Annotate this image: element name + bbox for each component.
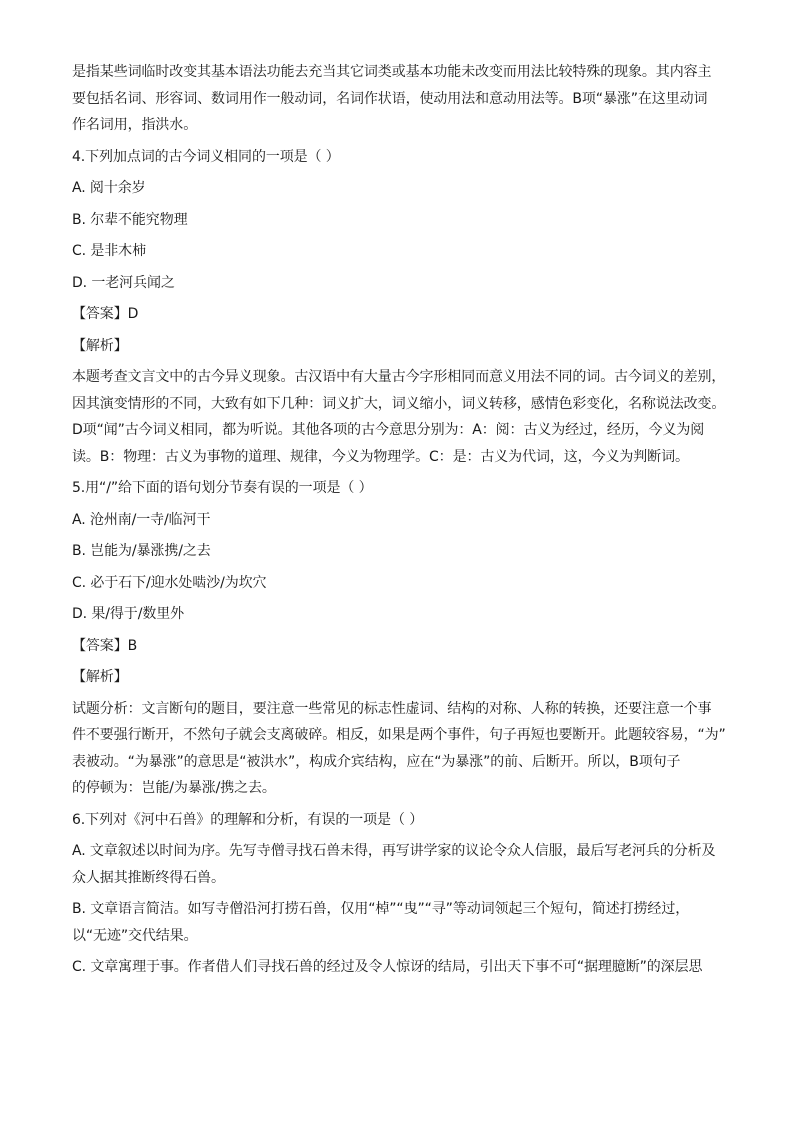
q4-analysis-label: 【解析】 <box>72 337 128 354</box>
q5-option-b: B. 岂能为/暴涨携/之去 <box>72 543 211 559</box>
q5-answer: 【答案】B <box>72 637 138 654</box>
q5-analysis-line-3: 表被动。“为暴涨”的意思是“被洪水”，构成介宾结构，应在“为暴涨”的前、后断开。所以，B项句子 <box>72 753 681 770</box>
q4-stem: 4.下列加点词的古今词义相同的一项是（ ） <box>72 148 340 165</box>
q5-analysis-label: 【解析】 <box>72 669 128 685</box>
q5-stem: 5.用“/”给下面的语句划分节奏有误的一项是（ ） <box>72 480 373 496</box>
q5-analysis-line-2: 件不要强行断开，不然句子就会支离破碎。相反，如果是两个事件，句子再短也要断开。此题较容易，“为” <box>72 727 726 743</box>
q4-answer: 【答案】D <box>72 306 139 322</box>
q5-option-c: C. 必于石下/迎水处啮沙/为坎穴 <box>72 574 267 591</box>
q4-analysis-line-4: 读。B：物理：古义为事物的道理、规律，今义为物理学。C：是：古义为代词，这，今义为判断词。 <box>72 448 689 465</box>
q5-option-a: A. 沧州南/一寺/临河干 <box>72 511 211 528</box>
q4-option-a: A. 阅十余岁 <box>72 180 146 196</box>
q6-option-c-line-1: C. 文章寓理于事。作者借人们寻找石兽的经过及令人惊讶的结局，引出天下事不可“据理臆断”的深层思 <box>72 959 703 975</box>
q4-analysis-line-1: 本题考查文言文中的古今异义现象。古汉语中有大量古今字形相同而意义用法不同的词。古今词义的差别， <box>72 369 726 385</box>
q4-option-c: C. 是非木柿 <box>72 243 146 259</box>
intro-line-3: 作名词用，指洪水。 <box>72 117 198 133</box>
page-content <box>72 62 726 979</box>
q4-analysis-line-2: 因其演变情形的不同，大致有如下几种：词义扩大，词义缩小，词义转移，感情色彩变化，名称说法改变。 <box>72 395 726 412</box>
q4-analysis-line-3: D项“闻”古今词义相同，都为听说。其他各项的古今意思分别为：A：阅：古义为经过，经历，今义为阅 <box>72 422 705 438</box>
intro-line-2: 要包括名词、形容词、数词用作一般动词，名词作状语，使动用法和意动用法等。B项“暴涨”在这里动词 <box>72 90 708 107</box>
q4-option-b: B. 尔辈不能究物理 <box>72 211 188 228</box>
intro-line-1: 是指某些词临时改变其基本语法功能去充当其它词类或基本功能未改变而用法比较特殊的现象。其内容主 <box>72 64 712 80</box>
q6-option-b-line-2: 以“无迹”交代结果。 <box>72 927 198 944</box>
q6-option-b-line-1: B. 文章语言简洁。如写寺僧沿河打捞石兽，仅用“棹”“曳”“寻”等动词领起三个短句，简述打捞经过， <box>72 901 690 917</box>
q5-analysis-line-1: 试题分析：文言断句的题目，要注意一些常见的标志性虚词、结构的对称、人称的转换，还要注意一个事 <box>72 700 712 717</box>
q5-analysis-line-4: 的停顿为：岂能/为暴涨/携之去。 <box>72 780 276 796</box>
q5-option-d: D. 果/得于/数里外 <box>72 606 185 622</box>
q6-stem: 6.下列对《河中石兽》的理解和分析，有误的一项是（ ） <box>72 811 424 828</box>
q6-option-a-line-1: A. 文章叙述以时间为序。先写寺僧寻找石兽未得，再写讲学家的议论令众人信服，最后写老河兵的分析及 <box>72 843 716 859</box>
q6-option-a-line-2: 众人据其推断终得石兽。 <box>72 869 225 886</box>
q4-option-d: D. 一老河兵闻之 <box>72 274 175 291</box>
